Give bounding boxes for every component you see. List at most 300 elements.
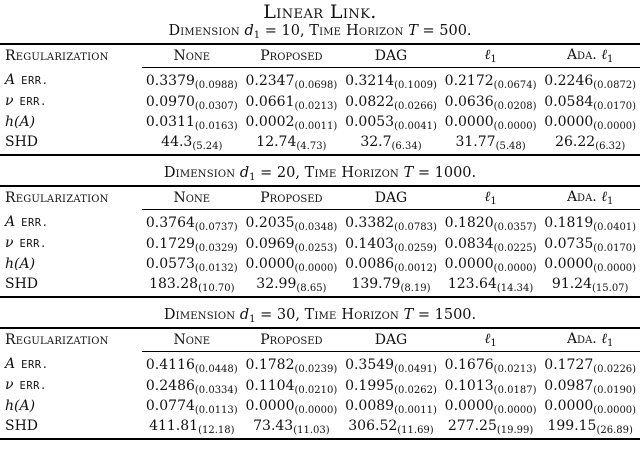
value-std: (0.0988) bbox=[194, 79, 238, 91]
value-cell bbox=[341, 375, 441, 396]
header-row bbox=[0, 45, 640, 67]
row-label-math: ν bbox=[5, 377, 14, 393]
value-std: (15.07) bbox=[592, 283, 629, 294]
value-mean: 0.0000 bbox=[245, 256, 295, 272]
value-cell bbox=[242, 351, 342, 375]
row-label bbox=[0, 396, 142, 416]
value-std: (0.0253) bbox=[294, 242, 338, 254]
value-std: (0.0187) bbox=[493, 384, 537, 396]
value-mean: 0.0636 bbox=[444, 93, 494, 110]
value-mean: 0.1729 bbox=[145, 235, 195, 252]
value-cell bbox=[142, 233, 242, 254]
column-header bbox=[142, 45, 242, 67]
value-mean: 0.3764 bbox=[145, 214, 195, 231]
value-cell bbox=[441, 67, 541, 91]
row-label-math: A bbox=[5, 214, 16, 230]
value-cell bbox=[341, 254, 441, 274]
table-section-dim20 bbox=[0, 164, 640, 298]
value-cell bbox=[242, 209, 342, 233]
value-mean: 0.3214 bbox=[345, 72, 395, 89]
page-title: Linear Link. bbox=[263, 1, 377, 23]
caption-dimension-label: Dimension bbox=[168, 23, 240, 39]
row-label-suffix: ERR. bbox=[21, 75, 49, 87]
paper-results-page bbox=[0, 2, 640, 440]
value-cell bbox=[341, 396, 441, 416]
caption-dimension-label: Dimension bbox=[163, 165, 236, 181]
value-mean: 0.0774 bbox=[145, 398, 195, 414]
row-label bbox=[0, 91, 142, 112]
value-mean: 0.0834 bbox=[444, 235, 494, 252]
value-cell bbox=[341, 209, 441, 233]
math-ell-symbol: ℓ bbox=[601, 47, 608, 64]
row-label-math: A bbox=[5, 72, 16, 88]
value-mean: 0.0969 bbox=[245, 235, 295, 252]
value-mean: 44.3 bbox=[161, 134, 193, 150]
value-mean: 183.28 bbox=[149, 276, 199, 292]
value-mean: 12.74 bbox=[256, 134, 297, 150]
table-row bbox=[0, 67, 640, 91]
row-label bbox=[0, 233, 142, 254]
column-header-label: DAG bbox=[374, 47, 408, 64]
value-std: (0.1009) bbox=[394, 79, 437, 91]
value-mean: 0.0000 bbox=[544, 256, 594, 272]
value-cell bbox=[341, 274, 441, 296]
value-cell bbox=[142, 416, 242, 438]
value-cell bbox=[242, 233, 342, 254]
column-header bbox=[341, 329, 441, 351]
value-std: (0.0210) bbox=[294, 384, 338, 396]
value-std: (0.0698) bbox=[294, 79, 338, 91]
value-std: (0.0262) bbox=[394, 384, 437, 396]
value-std: (0.0208) bbox=[493, 100, 537, 112]
row-label-math: h(A) bbox=[5, 398, 36, 414]
column-header-label: Ada. bbox=[566, 47, 597, 64]
value-std: (0.0307) bbox=[194, 100, 238, 112]
bottom-rule bbox=[0, 154, 640, 156]
row-label-text: SHD bbox=[5, 134, 39, 150]
caption-horizon-label: Time Horizon bbox=[309, 23, 404, 39]
caption-dimension-sub: 1 bbox=[253, 30, 261, 41]
value-mean: 0.0970 bbox=[145, 93, 195, 110]
value-mean: 0.1820 bbox=[444, 214, 494, 231]
value-cell bbox=[242, 112, 342, 132]
value-cell bbox=[341, 112, 441, 132]
value-mean: 0.1104 bbox=[245, 377, 295, 394]
value-std: (0.0011) bbox=[394, 405, 437, 416]
value-cell bbox=[441, 375, 541, 396]
value-mean: 0.0000 bbox=[544, 114, 594, 130]
column-header bbox=[441, 187, 541, 209]
column-header-label: DAG bbox=[374, 331, 408, 348]
column-header-label: Ada. bbox=[566, 189, 597, 206]
value-cell bbox=[142, 254, 242, 274]
value-std: (5.48) bbox=[495, 141, 526, 152]
column-header-label: None bbox=[173, 189, 211, 206]
value-cell bbox=[441, 351, 541, 375]
table-section-dim30 bbox=[0, 306, 640, 440]
value-cell bbox=[142, 375, 242, 396]
column-header bbox=[242, 45, 342, 67]
value-mean: 0.1782 bbox=[245, 356, 295, 373]
value-std: (0.0113) bbox=[194, 405, 238, 416]
column-header bbox=[341, 45, 441, 67]
value-mean: 0.0086 bbox=[345, 256, 395, 272]
value-cell bbox=[341, 233, 441, 254]
caption-dimension-label: Dimension bbox=[163, 307, 236, 323]
column-header-regularization: Regularization bbox=[5, 332, 109, 348]
value-cell bbox=[142, 209, 242, 233]
value-mean: 73.43 bbox=[253, 418, 294, 434]
column-header bbox=[142, 187, 242, 209]
results-table bbox=[0, 45, 640, 154]
value-mean: 32.7 bbox=[360, 134, 392, 150]
row-label bbox=[0, 375, 142, 396]
row-label-math: ν bbox=[5, 93, 14, 109]
caption-dimension-value: = 10, bbox=[264, 23, 305, 39]
value-std: (0.0357) bbox=[493, 221, 537, 233]
value-cell bbox=[540, 132, 640, 154]
bottom-rule bbox=[0, 296, 640, 298]
value-mean: 0.0002 bbox=[245, 114, 295, 130]
value-cell bbox=[341, 67, 441, 91]
value-cell bbox=[540, 396, 640, 416]
table-row bbox=[0, 375, 640, 396]
value-cell bbox=[242, 91, 342, 112]
value-mean: 0.3549 bbox=[345, 356, 395, 373]
value-cell bbox=[441, 132, 541, 154]
table-row bbox=[0, 91, 640, 112]
row-label-math: h(A) bbox=[5, 114, 36, 130]
value-std: (11.03) bbox=[293, 425, 330, 436]
value-std: (0.0239) bbox=[294, 363, 338, 375]
value-mean: 0.0053 bbox=[345, 114, 395, 130]
value-mean: 0.0000 bbox=[444, 398, 494, 414]
value-cell bbox=[242, 67, 342, 91]
header-row bbox=[0, 187, 640, 209]
value-cell bbox=[341, 416, 441, 438]
row-label-math: ν bbox=[5, 235, 14, 251]
column-header bbox=[540, 45, 640, 67]
caption-horizon-var: T bbox=[408, 23, 418, 39]
value-mean: 0.0311 bbox=[145, 114, 195, 130]
column-header bbox=[441, 45, 541, 67]
value-cell bbox=[441, 91, 541, 112]
row-label-math: h(A) bbox=[5, 256, 36, 272]
value-cell bbox=[242, 416, 342, 438]
value-std: (0.0000) bbox=[493, 121, 537, 132]
caption-dimension-value: = 20, bbox=[260, 165, 300, 181]
value-std: (0.0000) bbox=[294, 263, 338, 274]
math-subscript: 1 bbox=[607, 338, 614, 350]
value-std: (26.89) bbox=[596, 425, 633, 436]
value-mean: 123.64 bbox=[447, 276, 497, 292]
value-mean: 0.0000 bbox=[444, 114, 494, 130]
value-cell bbox=[341, 351, 441, 375]
value-std: (0.0329) bbox=[194, 242, 238, 254]
row-label-text: SHD bbox=[5, 276, 39, 292]
value-mean: 0.3379 bbox=[145, 72, 195, 89]
value-mean: 0.0822 bbox=[345, 93, 395, 110]
value-mean: 0.2172 bbox=[444, 72, 494, 89]
value-mean: 411.81 bbox=[149, 418, 199, 434]
value-mean: 0.2035 bbox=[245, 214, 295, 231]
value-std: (0.0132) bbox=[194, 263, 238, 274]
value-cell bbox=[540, 375, 640, 396]
math-ell-symbol: ℓ bbox=[601, 189, 608, 206]
value-std: (0.0266) bbox=[394, 100, 437, 112]
math-subscript: 1 bbox=[607, 196, 614, 208]
row-label bbox=[0, 351, 142, 375]
value-cell bbox=[540, 112, 640, 132]
value-std: (4.73) bbox=[296, 141, 327, 152]
value-cell bbox=[242, 254, 342, 274]
value-std: (0.0000) bbox=[493, 405, 537, 416]
math-ell-symbol: ℓ bbox=[484, 189, 491, 206]
table-section-dim10 bbox=[0, 22, 640, 156]
value-std: (11.69) bbox=[397, 425, 434, 436]
value-mean: 0.0661 bbox=[245, 93, 295, 110]
value-std: (0.0448) bbox=[194, 363, 238, 375]
value-mean: 0.0000 bbox=[245, 398, 295, 414]
value-std: (0.0012) bbox=[394, 263, 437, 274]
math-subscript: 1 bbox=[490, 338, 497, 350]
results-table bbox=[0, 329, 640, 438]
column-header bbox=[142, 329, 242, 351]
caption-horizon-var: T bbox=[403, 307, 414, 323]
value-std: (0.0170) bbox=[593, 100, 637, 112]
value-mean: 32.99 bbox=[256, 276, 297, 292]
math-ell-symbol: ℓ bbox=[484, 331, 491, 348]
row-label-math: A bbox=[5, 356, 16, 372]
value-std: (8.65) bbox=[296, 283, 327, 294]
value-cell bbox=[142, 274, 242, 296]
value-mean: 0.2486 bbox=[145, 377, 195, 394]
value-std: (14.34) bbox=[496, 283, 534, 294]
value-std: (0.0041) bbox=[394, 121, 437, 132]
row-label bbox=[0, 112, 142, 132]
value-cell bbox=[341, 91, 441, 112]
value-cell bbox=[142, 132, 242, 154]
table-row bbox=[0, 396, 640, 416]
value-std: (0.0213) bbox=[294, 100, 338, 112]
value-mean: 139.79 bbox=[351, 276, 401, 292]
value-mean: 0.1819 bbox=[544, 214, 594, 231]
column-header-label: DAG bbox=[374, 189, 408, 206]
value-std: (19.99) bbox=[496, 425, 534, 436]
value-cell bbox=[540, 274, 640, 296]
row-label bbox=[0, 416, 142, 438]
column-header-label: Ada. bbox=[566, 331, 597, 348]
value-std: (0.0000) bbox=[593, 263, 637, 274]
caption-dimension-sub: 1 bbox=[249, 314, 256, 325]
value-std: (0.0000) bbox=[294, 405, 338, 416]
value-std: (0.0000) bbox=[593, 405, 637, 416]
value-mean: 0.0987 bbox=[544, 377, 594, 394]
value-cell bbox=[142, 351, 242, 375]
value-mean: 0.0000 bbox=[444, 256, 494, 272]
value-std: (0.0491) bbox=[394, 363, 437, 375]
value-cell bbox=[540, 67, 640, 91]
value-cell bbox=[540, 233, 640, 254]
column-header-label: None bbox=[173, 47, 211, 64]
value-std: (6.34) bbox=[391, 141, 422, 152]
caption-horizon-value: = 1000. bbox=[417, 165, 477, 181]
caption-dimension-sub: 1 bbox=[249, 172, 256, 183]
value-std: (6.32) bbox=[595, 141, 626, 152]
value-cell bbox=[441, 112, 541, 132]
value-cell bbox=[441, 209, 541, 233]
value-cell bbox=[142, 67, 242, 91]
caption-dimension-var: d bbox=[239, 165, 250, 181]
value-mean: 0.1013 bbox=[444, 377, 494, 394]
value-mean: 0.1676 bbox=[444, 356, 494, 373]
value-mean: 0.1995 bbox=[345, 377, 395, 394]
math-subscript: 1 bbox=[607, 54, 614, 66]
value-cell bbox=[242, 132, 342, 154]
table-row bbox=[0, 112, 640, 132]
row-label bbox=[0, 254, 142, 274]
column-header-regularization: Regularization bbox=[5, 48, 109, 64]
column-header-regularization: Regularization bbox=[5, 190, 109, 206]
row-label bbox=[0, 274, 142, 296]
row-label bbox=[0, 67, 142, 91]
value-mean: 0.0573 bbox=[145, 256, 195, 272]
column-header bbox=[242, 329, 342, 351]
value-mean: 0.1727 bbox=[544, 356, 594, 373]
value-std: (0.0872) bbox=[593, 79, 637, 91]
value-cell bbox=[540, 91, 640, 112]
value-std: (0.0674) bbox=[493, 79, 537, 91]
value-mean: 0.0089 bbox=[345, 398, 395, 414]
value-cell bbox=[441, 233, 541, 254]
value-cell bbox=[441, 254, 541, 274]
table-row bbox=[0, 254, 640, 274]
column-header bbox=[242, 187, 342, 209]
value-cell bbox=[441, 416, 541, 438]
caption-dimension-var: d bbox=[239, 307, 250, 323]
value-mean: 199.15 bbox=[547, 418, 597, 434]
value-std: (0.0783) bbox=[394, 221, 437, 233]
value-std: (8.19) bbox=[400, 283, 431, 294]
row-label bbox=[0, 132, 142, 154]
math-subscript: 1 bbox=[490, 54, 497, 66]
column-header-label: None bbox=[173, 331, 211, 348]
value-std: (0.0190) bbox=[593, 384, 637, 396]
column-header bbox=[341, 187, 441, 209]
value-cell bbox=[242, 375, 342, 396]
value-std: (0.0170) bbox=[593, 242, 637, 254]
row-label-text: SHD bbox=[5, 418, 39, 434]
caption-horizon-label: Time Horizon bbox=[304, 165, 399, 181]
value-mean: 0.0584 bbox=[544, 93, 594, 110]
table-caption bbox=[0, 306, 640, 324]
value-cell bbox=[242, 274, 342, 296]
column-header-label: Proposed bbox=[260, 189, 323, 206]
value-mean: 277.25 bbox=[447, 418, 497, 434]
value-std: (0.0000) bbox=[493, 263, 537, 274]
caption-horizon-var: T bbox=[403, 165, 414, 181]
value-std: (12.18) bbox=[198, 425, 235, 436]
value-cell bbox=[242, 396, 342, 416]
row-label-suffix: ERR. bbox=[21, 359, 49, 371]
value-std: (0.0737) bbox=[194, 221, 238, 233]
caption-horizon-value: = 500. bbox=[422, 23, 472, 39]
value-std: (0.0163) bbox=[194, 121, 238, 132]
table-row bbox=[0, 132, 640, 154]
caption-horizon-label: Time Horizon bbox=[304, 307, 399, 323]
value-cell bbox=[142, 112, 242, 132]
row-label-suffix: ERR. bbox=[19, 238, 47, 250]
value-cell bbox=[540, 351, 640, 375]
value-cell bbox=[142, 396, 242, 416]
value-mean: 0.3382 bbox=[345, 214, 395, 231]
value-std: (10.70) bbox=[198, 283, 235, 294]
math-ell-symbol: ℓ bbox=[484, 47, 491, 64]
value-std: (0.0348) bbox=[294, 221, 338, 233]
value-mean: 91.24 bbox=[551, 276, 593, 292]
results-table bbox=[0, 187, 640, 296]
value-mean: 31.77 bbox=[455, 134, 496, 150]
table-row bbox=[0, 351, 640, 375]
math-ell-symbol: ℓ bbox=[601, 331, 608, 348]
value-std: (0.0225) bbox=[493, 242, 537, 254]
column-header bbox=[441, 329, 541, 351]
value-cell bbox=[441, 274, 541, 296]
value-mean: 0.4116 bbox=[145, 356, 195, 373]
caption-dimension-value: = 30, bbox=[260, 307, 300, 323]
table-row bbox=[0, 233, 640, 254]
value-mean: 26.22 bbox=[555, 134, 596, 150]
column-header bbox=[540, 187, 640, 209]
value-std: (5.24) bbox=[192, 141, 223, 152]
header-row bbox=[0, 329, 640, 351]
value-std: (0.0011) bbox=[294, 121, 338, 132]
value-std: (0.0226) bbox=[593, 363, 637, 375]
table-row bbox=[0, 416, 640, 438]
column-header-label: Proposed bbox=[260, 47, 323, 64]
table-caption bbox=[0, 164, 640, 182]
column-header bbox=[540, 329, 640, 351]
value-mean: 0.2246 bbox=[544, 72, 594, 89]
value-cell bbox=[142, 91, 242, 112]
value-mean: 0.0735 bbox=[544, 235, 594, 252]
value-mean: 0.1403 bbox=[345, 235, 395, 252]
value-std: (0.0334) bbox=[194, 384, 238, 396]
value-cell bbox=[341, 132, 441, 154]
row-label-suffix: ERR. bbox=[19, 380, 47, 392]
column-header-label: Proposed bbox=[260, 331, 323, 348]
caption-horizon-value: = 1500. bbox=[417, 307, 477, 323]
value-std: (0.0401) bbox=[593, 221, 637, 233]
row-label bbox=[0, 209, 142, 233]
table-row bbox=[0, 209, 640, 233]
table-row bbox=[0, 274, 640, 296]
value-mean: 0.0000 bbox=[544, 398, 594, 414]
value-cell bbox=[441, 396, 541, 416]
row-label-suffix: ERR. bbox=[19, 96, 47, 108]
bottom-rule bbox=[0, 438, 640, 440]
value-cell bbox=[540, 209, 640, 233]
math-subscript: 1 bbox=[490, 196, 497, 208]
value-mean: 0.2347 bbox=[245, 72, 295, 89]
value-std: (0.0259) bbox=[394, 242, 437, 254]
table-caption bbox=[0, 22, 640, 40]
value-mean: 306.52 bbox=[348, 418, 398, 434]
caption-dimension-var: d bbox=[244, 23, 254, 39]
value-std: (0.0213) bbox=[493, 363, 537, 375]
value-cell bbox=[540, 254, 640, 274]
row-label-suffix: ERR. bbox=[21, 217, 49, 229]
